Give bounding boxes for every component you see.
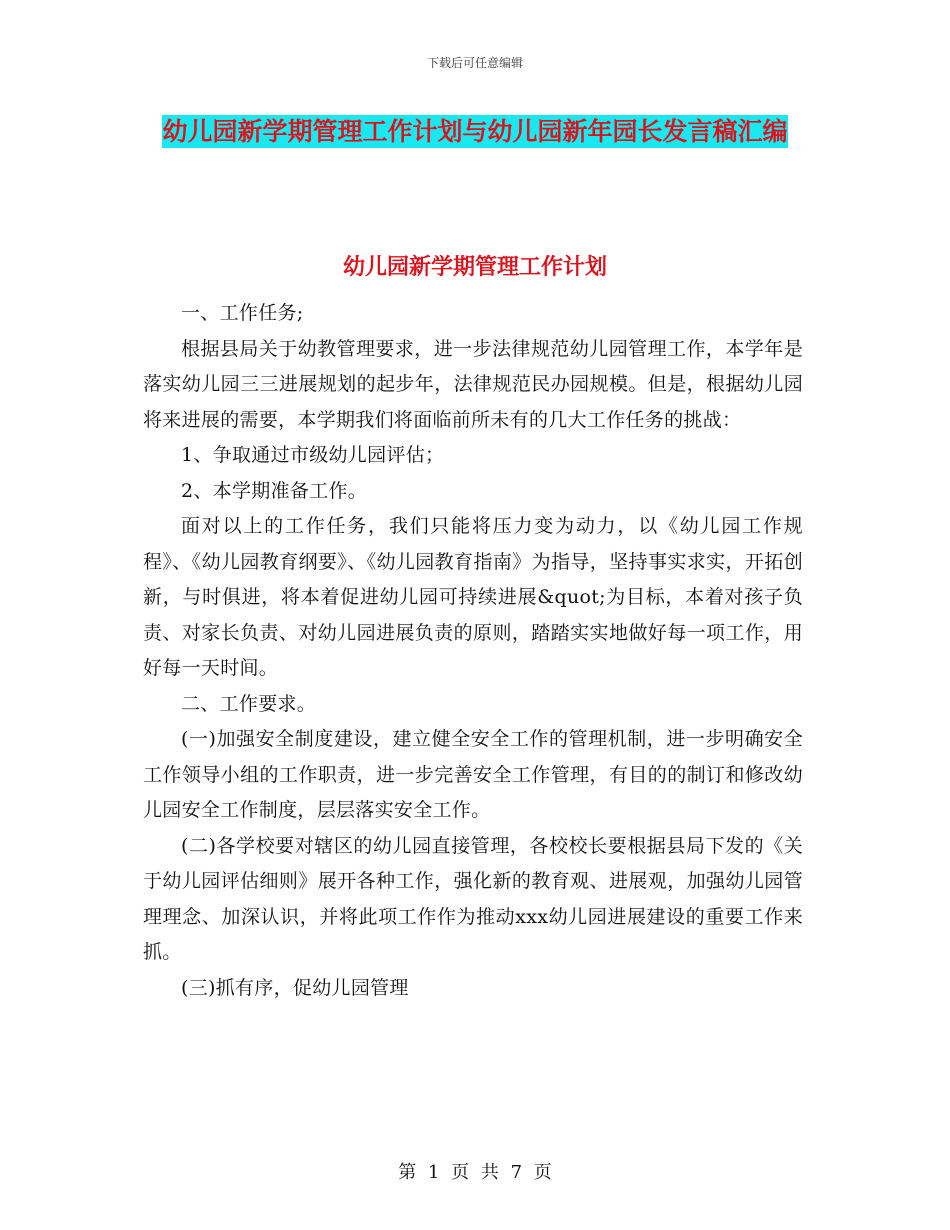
paragraph: 面对以上的工作任务，我们只能将压力变为动力，以《幼儿园工作规程》、《幼儿园教育纲要》、《幼儿园教育指南》为指导，坚持事实求实，开拓创新，与时俱进，将本着促进幼儿园可持续进展&quot;为目标，本着对孩子负责、对家长负责、对幼儿园进展负责的原则，踏踏实实地做好每一项工作，用好每一天时间。 xyxy=(143,515,803,679)
page-footer: 第 1 页 共 7 页 xyxy=(398,1162,552,1183)
paragraph: 2、本学期准备工作。 xyxy=(181,479,368,502)
body-text xyxy=(143,296,803,1006)
document-title xyxy=(140,110,810,154)
paragraph: 二、工作要求。 xyxy=(181,692,317,715)
paragraph: (二)各学校要对辖区的幼儿园直接管理，各校校长要根据县局下发的《关于幼儿园评估细则》展开各种工作，强化新的教育观、进展观，加强幼儿园管理理念、加深认识，并将此项工作作为推动xxx幼儿园进展建设的重要工作来抓。 xyxy=(143,834,803,963)
paragraph: 一、工作任务; xyxy=(181,302,304,324)
document-title-text: 幼儿园新学期管理工作计划与幼儿园新年园长发言稿汇编 xyxy=(162,117,788,146)
header-note: 下载后可任意编辑 xyxy=(426,56,523,70)
paragraph: (一)加强安全制度建设，建立健全安全工作的管理机制，进一步明确安全工作领导小组的工作职责，进一步完善安全工作管理，有目的的制订和修改幼儿园安全工作制度，层层落实安全工作。 xyxy=(143,728,803,821)
paragraph: (三)抓有序，促幼儿园管理 xyxy=(181,976,409,999)
section-title: 幼儿园新学期管理工作计划 xyxy=(342,255,607,280)
paragraph: 1、争取通过市级幼儿园评估； xyxy=(181,444,445,466)
paragraph: 根据县局关于幼教管理要求，进一步法律规范幼儿园管理工作，本学年是落实幼儿园三三进展规划的起步年，法律规范民办园规模。但是，根据幼儿园将来进展的需要，本学期我们将面临前所未有的几大工作任务的挑战： xyxy=(143,337,803,431)
